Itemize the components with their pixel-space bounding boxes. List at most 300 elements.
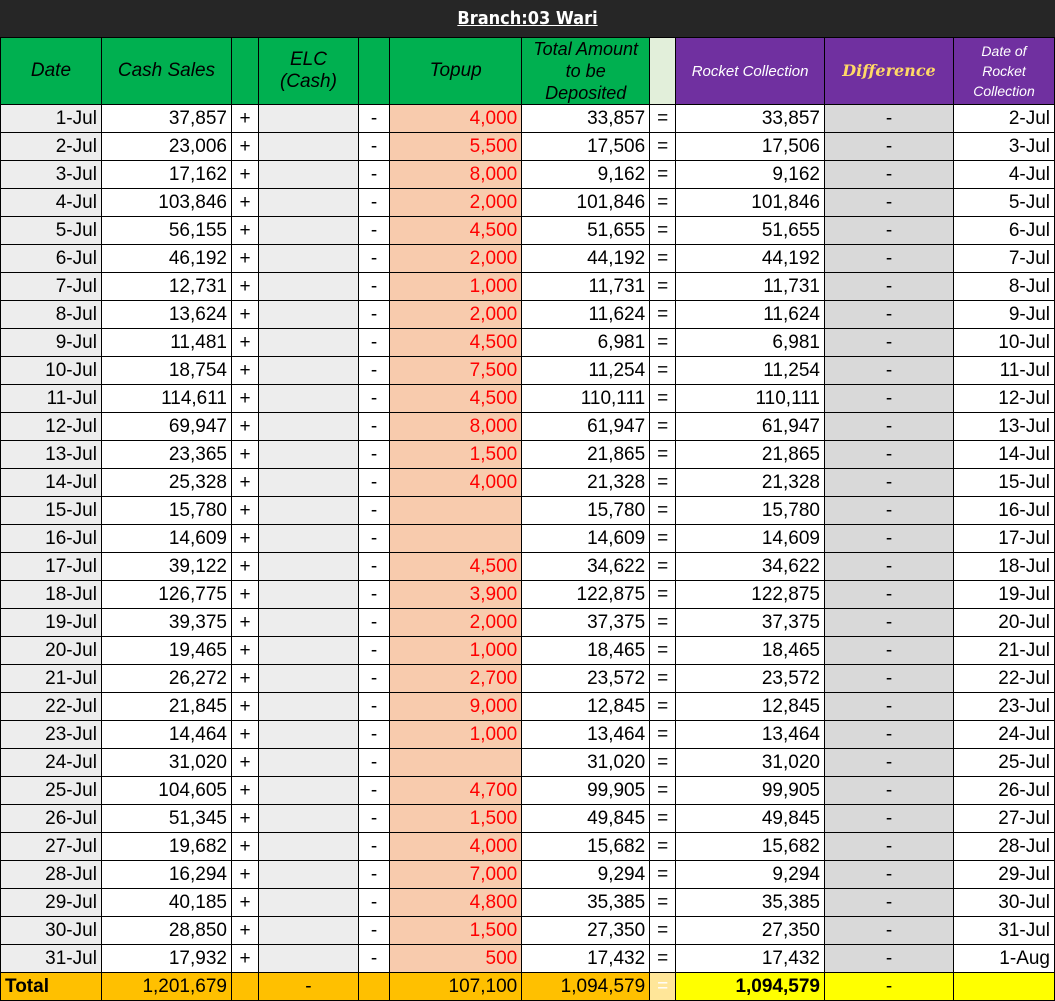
date-cell[interactable]: 22-Jul xyxy=(1,693,102,721)
topup-cell[interactable] xyxy=(390,497,522,525)
cash-sales-cell[interactable]: 31,020 xyxy=(101,749,231,777)
rocket-collection-cell[interactable]: 11,731 xyxy=(676,273,825,301)
elc-cell[interactable] xyxy=(259,805,359,833)
date-cell[interactable]: 2-Jul xyxy=(1,133,102,161)
difference-cell[interactable]: - xyxy=(824,693,953,721)
deposit-amount-cell[interactable]: 17,432 xyxy=(522,945,650,973)
rocket-collection-cell[interactable]: 9,294 xyxy=(676,861,825,889)
rocket-collection-cell[interactable]: 101,846 xyxy=(676,189,825,217)
topup-cell[interactable]: 4,500 xyxy=(390,329,522,357)
deposit-amount-cell[interactable]: 18,465 xyxy=(522,637,650,665)
equals-sign[interactable]: = xyxy=(650,581,676,609)
cash-sales-cell[interactable]: 23,365 xyxy=(101,441,231,469)
rocket-collection-cell[interactable]: 122,875 xyxy=(676,581,825,609)
rocket-date-cell[interactable]: 1-Aug xyxy=(953,945,1054,973)
date-cell[interactable]: 29-Jul xyxy=(1,889,102,917)
difference-cell[interactable]: - xyxy=(824,637,953,665)
plus-sign[interactable]: + xyxy=(231,441,258,469)
plus-sign[interactable]: + xyxy=(231,581,258,609)
date-cell[interactable]: 25-Jul xyxy=(1,777,102,805)
elc-cell[interactable] xyxy=(259,105,359,133)
rocket-collection-cell[interactable]: 99,905 xyxy=(676,777,825,805)
rocket-date-cell[interactable]: 17-Jul xyxy=(953,525,1054,553)
rocket-date-cell[interactable]: 4-Jul xyxy=(953,161,1054,189)
date-cell[interactable]: 18-Jul xyxy=(1,581,102,609)
rocket-collection-cell[interactable]: 33,857 xyxy=(676,105,825,133)
difference-cell[interactable]: - xyxy=(824,805,953,833)
date-cell[interactable]: 5-Jul xyxy=(1,217,102,245)
equals-sign[interactable]: = xyxy=(650,189,676,217)
minus-sign[interactable]: - xyxy=(358,721,389,749)
total-difference[interactable]: - xyxy=(824,973,953,1001)
difference-cell[interactable]: - xyxy=(824,301,953,329)
date-cell[interactable]: 19-Jul xyxy=(1,609,102,637)
rocket-collection-cell[interactable]: 21,328 xyxy=(676,469,825,497)
topup-cell[interactable]: 1,000 xyxy=(390,273,522,301)
equals-sign[interactable]: = xyxy=(650,161,676,189)
topup-cell[interactable] xyxy=(390,749,522,777)
topup-cell[interactable]: 8,000 xyxy=(390,413,522,441)
rocket-collection-cell[interactable]: 17,506 xyxy=(676,133,825,161)
date-cell[interactable]: 16-Jul xyxy=(1,525,102,553)
elc-cell[interactable] xyxy=(259,609,359,637)
minus-sign[interactable]: - xyxy=(358,665,389,693)
deposit-amount-cell[interactable]: 34,622 xyxy=(522,553,650,581)
topup-cell[interactable]: 2,000 xyxy=(390,245,522,273)
rocket-date-cell[interactable]: 11-Jul xyxy=(953,357,1054,385)
rocket-collection-cell[interactable]: 11,624 xyxy=(676,301,825,329)
date-cell[interactable]: 14-Jul xyxy=(1,469,102,497)
equals-sign[interactable]: = xyxy=(650,525,676,553)
difference-cell[interactable]: - xyxy=(824,665,953,693)
rocket-date-cell[interactable]: 7-Jul xyxy=(953,245,1054,273)
cash-sales-cell[interactable]: 40,185 xyxy=(101,889,231,917)
deposit-amount-cell[interactable]: 61,947 xyxy=(522,413,650,441)
minus-sign[interactable]: - xyxy=(358,693,389,721)
cash-sales-cell[interactable]: 16,294 xyxy=(101,861,231,889)
equals-sign[interactable]: = xyxy=(650,665,676,693)
total-deposit[interactable]: 1,094,579 xyxy=(522,973,650,1001)
topup-cell[interactable] xyxy=(390,525,522,553)
plus-sign[interactable]: + xyxy=(231,525,258,553)
cash-sales-cell[interactable]: 17,932 xyxy=(101,945,231,973)
rocket-collection-cell[interactable]: 14,609 xyxy=(676,525,825,553)
total-equals-cell[interactable]: = xyxy=(650,973,676,1001)
deposit-amount-cell[interactable]: 14,609 xyxy=(522,525,650,553)
header-plus-col[interactable] xyxy=(231,38,258,105)
header-rocket-collection[interactable]: Rocket Collection xyxy=(676,38,825,105)
total-plus-cell[interactable] xyxy=(231,973,258,1001)
plus-sign[interactable]: + xyxy=(231,637,258,665)
date-cell[interactable]: 17-Jul xyxy=(1,553,102,581)
rocket-date-cell[interactable]: 12-Jul xyxy=(953,385,1054,413)
deposit-amount-cell[interactable]: 21,328 xyxy=(522,469,650,497)
difference-cell[interactable]: - xyxy=(824,833,953,861)
header-total-deposit[interactable]: Total Amount to be Deposited xyxy=(522,38,650,105)
rocket-date-cell[interactable]: 13-Jul xyxy=(953,413,1054,441)
equals-sign[interactable]: = xyxy=(650,833,676,861)
rocket-date-cell[interactable]: 29-Jul xyxy=(953,861,1054,889)
date-cell[interactable]: 15-Jul xyxy=(1,497,102,525)
minus-sign[interactable]: - xyxy=(358,161,389,189)
equals-sign[interactable]: = xyxy=(650,721,676,749)
plus-sign[interactable]: + xyxy=(231,553,258,581)
cash-sales-cell[interactable]: 25,328 xyxy=(101,469,231,497)
minus-sign[interactable]: - xyxy=(358,133,389,161)
topup-cell[interactable]: 4,500 xyxy=(390,385,522,413)
rocket-collection-cell[interactable]: 11,254 xyxy=(676,357,825,385)
difference-cell[interactable]: - xyxy=(824,609,953,637)
rocket-date-cell[interactable]: 3-Jul xyxy=(953,133,1054,161)
difference-cell[interactable]: - xyxy=(824,161,953,189)
date-cell[interactable]: 10-Jul xyxy=(1,357,102,385)
rocket-collection-cell[interactable]: 49,845 xyxy=(676,805,825,833)
rocket-collection-cell[interactable]: 15,682 xyxy=(676,833,825,861)
cash-sales-cell[interactable]: 37,857 xyxy=(101,105,231,133)
topup-cell[interactable]: 2,000 xyxy=(390,301,522,329)
deposit-amount-cell[interactable]: 12,845 xyxy=(522,693,650,721)
topup-cell[interactable]: 8,000 xyxy=(390,161,522,189)
topup-cell[interactable]: 3,900 xyxy=(390,581,522,609)
elc-cell[interactable] xyxy=(259,693,359,721)
equals-sign[interactable]: = xyxy=(650,945,676,973)
rocket-date-cell[interactable]: 23-Jul xyxy=(953,693,1054,721)
topup-cell[interactable]: 1,500 xyxy=(390,805,522,833)
date-cell[interactable]: 7-Jul xyxy=(1,273,102,301)
rocket-collection-cell[interactable]: 31,020 xyxy=(676,749,825,777)
date-cell[interactable]: 21-Jul xyxy=(1,665,102,693)
difference-cell[interactable]: - xyxy=(824,749,953,777)
plus-sign[interactable]: + xyxy=(231,245,258,273)
deposit-amount-cell[interactable]: 122,875 xyxy=(522,581,650,609)
minus-sign[interactable]: - xyxy=(358,217,389,245)
rocket-date-cell[interactable]: 14-Jul xyxy=(953,441,1054,469)
date-cell[interactable]: 27-Jul xyxy=(1,833,102,861)
elc-cell[interactable] xyxy=(259,217,359,245)
rocket-collection-cell[interactable]: 110,111 xyxy=(676,385,825,413)
difference-cell[interactable]: - xyxy=(824,553,953,581)
rocket-date-cell[interactable]: 19-Jul xyxy=(953,581,1054,609)
date-cell[interactable]: 3-Jul xyxy=(1,161,102,189)
total-label[interactable]: Total xyxy=(1,973,102,1001)
deposit-amount-cell[interactable]: 49,845 xyxy=(522,805,650,833)
difference-cell[interactable]: - xyxy=(824,105,953,133)
equals-sign[interactable]: = xyxy=(650,693,676,721)
total-rocket-date[interactable] xyxy=(953,973,1054,1001)
deposit-amount-cell[interactable]: 6,981 xyxy=(522,329,650,357)
plus-sign[interactable]: + xyxy=(231,861,258,889)
elc-cell[interactable] xyxy=(259,301,359,329)
deposit-amount-cell[interactable]: 37,375 xyxy=(522,609,650,637)
equals-sign[interactable]: = xyxy=(650,777,676,805)
rocket-date-cell[interactable]: 16-Jul xyxy=(953,497,1054,525)
equals-sign[interactable]: = xyxy=(650,805,676,833)
plus-sign[interactable]: + xyxy=(231,329,258,357)
deposit-amount-cell[interactable]: 21,865 xyxy=(522,441,650,469)
elc-cell[interactable] xyxy=(259,889,359,917)
date-cell[interactable]: 23-Jul xyxy=(1,721,102,749)
date-cell[interactable]: 6-Jul xyxy=(1,245,102,273)
minus-sign[interactable]: - xyxy=(358,553,389,581)
cash-sales-cell[interactable]: 39,375 xyxy=(101,609,231,637)
minus-sign[interactable]: - xyxy=(358,917,389,945)
elc-cell[interactable] xyxy=(259,357,359,385)
deposit-amount-cell[interactable]: 9,162 xyxy=(522,161,650,189)
deposit-amount-cell[interactable]: 99,905 xyxy=(522,777,650,805)
minus-sign[interactable]: - xyxy=(358,525,389,553)
topup-cell[interactable]: 7,000 xyxy=(390,861,522,889)
cash-sales-cell[interactable]: 114,611 xyxy=(101,385,231,413)
header-topup[interactable]: Topup xyxy=(390,38,522,105)
equals-sign[interactable]: = xyxy=(650,889,676,917)
minus-sign[interactable]: - xyxy=(358,469,389,497)
deposit-amount-cell[interactable]: 11,254 xyxy=(522,357,650,385)
plus-sign[interactable]: + xyxy=(231,385,258,413)
rocket-date-cell[interactable]: 31-Jul xyxy=(953,917,1054,945)
equals-sign[interactable]: = xyxy=(650,861,676,889)
plus-sign[interactable]: + xyxy=(231,189,258,217)
topup-cell[interactable]: 4,500 xyxy=(390,553,522,581)
elc-cell[interactable] xyxy=(259,441,359,469)
cash-sales-cell[interactable]: 19,465 xyxy=(101,637,231,665)
difference-cell[interactable]: - xyxy=(824,189,953,217)
difference-cell[interactable]: - xyxy=(824,217,953,245)
minus-sign[interactable]: - xyxy=(358,749,389,777)
deposit-amount-cell[interactable]: 31,020 xyxy=(522,749,650,777)
difference-cell[interactable]: - xyxy=(824,441,953,469)
difference-cell[interactable]: - xyxy=(824,861,953,889)
rocket-collection-cell[interactable]: 12,845 xyxy=(676,693,825,721)
header-cash-sales[interactable]: Cash Sales xyxy=(101,38,231,105)
date-cell[interactable]: 31-Jul xyxy=(1,945,102,973)
deposit-amount-cell[interactable]: 23,572 xyxy=(522,665,650,693)
minus-sign[interactable]: - xyxy=(358,245,389,273)
elc-cell[interactable] xyxy=(259,777,359,805)
topup-cell[interactable]: 1,500 xyxy=(390,441,522,469)
header-equals-col[interactable] xyxy=(650,38,676,105)
minus-sign[interactable]: - xyxy=(358,945,389,973)
difference-cell[interactable]: - xyxy=(824,357,953,385)
minus-sign[interactable]: - xyxy=(358,357,389,385)
minus-sign[interactable]: - xyxy=(358,441,389,469)
deposit-amount-cell[interactable]: 33,857 xyxy=(522,105,650,133)
rocket-date-cell[interactable]: 26-Jul xyxy=(953,777,1054,805)
rocket-collection-cell[interactable]: 27,350 xyxy=(676,917,825,945)
cash-sales-cell[interactable]: 69,947 xyxy=(101,413,231,441)
topup-cell[interactable]: 1,000 xyxy=(390,721,522,749)
rocket-collection-cell[interactable]: 13,464 xyxy=(676,721,825,749)
deposit-amount-cell[interactable]: 110,111 xyxy=(522,385,650,413)
elc-cell[interactable] xyxy=(259,665,359,693)
plus-sign[interactable]: + xyxy=(231,609,258,637)
equals-sign[interactable]: = xyxy=(650,497,676,525)
deposit-amount-cell[interactable]: 11,731 xyxy=(522,273,650,301)
equals-sign[interactable]: = xyxy=(650,245,676,273)
minus-sign[interactable]: - xyxy=(358,889,389,917)
minus-sign[interactable]: - xyxy=(358,777,389,805)
equals-sign[interactable]: = xyxy=(650,385,676,413)
rocket-collection-cell[interactable]: 9,162 xyxy=(676,161,825,189)
rocket-collection-cell[interactable]: 34,622 xyxy=(676,553,825,581)
rocket-collection-cell[interactable]: 21,865 xyxy=(676,441,825,469)
deposit-amount-cell[interactable]: 35,385 xyxy=(522,889,650,917)
date-cell[interactable]: 8-Jul xyxy=(1,301,102,329)
plus-sign[interactable]: + xyxy=(231,777,258,805)
deposit-amount-cell[interactable]: 101,846 xyxy=(522,189,650,217)
plus-sign[interactable]: + xyxy=(231,497,258,525)
equals-sign[interactable]: = xyxy=(650,917,676,945)
rocket-collection-cell[interactable]: 51,655 xyxy=(676,217,825,245)
minus-sign[interactable]: - xyxy=(358,301,389,329)
cash-sales-cell[interactable]: 17,162 xyxy=(101,161,231,189)
cash-sales-cell[interactable]: 12,731 xyxy=(101,273,231,301)
rocket-date-cell[interactable]: 28-Jul xyxy=(953,833,1054,861)
plus-sign[interactable]: + xyxy=(231,105,258,133)
total-cash-sales[interactable]: 1,201,679 xyxy=(101,973,231,1001)
header-difference[interactable]: Difference xyxy=(824,38,953,105)
equals-sign[interactable]: = xyxy=(650,413,676,441)
plus-sign[interactable]: + xyxy=(231,413,258,441)
cash-sales-cell[interactable]: 104,605 xyxy=(101,777,231,805)
rocket-date-cell[interactable]: 5-Jul xyxy=(953,189,1054,217)
minus-sign[interactable]: - xyxy=(358,609,389,637)
cash-sales-cell[interactable]: 56,155 xyxy=(101,217,231,245)
difference-cell[interactable]: - xyxy=(824,413,953,441)
topup-cell[interactable]: 4,000 xyxy=(390,833,522,861)
equals-sign[interactable]: = xyxy=(650,357,676,385)
difference-cell[interactable]: - xyxy=(824,525,953,553)
difference-cell[interactable]: - xyxy=(824,273,953,301)
elc-cell[interactable] xyxy=(259,385,359,413)
elc-cell[interactable] xyxy=(259,553,359,581)
rocket-date-cell[interactable]: 25-Jul xyxy=(953,749,1054,777)
cash-sales-cell[interactable]: 13,624 xyxy=(101,301,231,329)
minus-sign[interactable]: - xyxy=(358,497,389,525)
plus-sign[interactable]: + xyxy=(231,833,258,861)
plus-sign[interactable]: + xyxy=(231,357,258,385)
deposit-amount-cell[interactable]: 11,624 xyxy=(522,301,650,329)
deposit-amount-cell[interactable]: 51,655 xyxy=(522,217,650,245)
plus-sign[interactable]: + xyxy=(231,161,258,189)
elc-cell[interactable] xyxy=(259,833,359,861)
elc-cell[interactable] xyxy=(259,861,359,889)
difference-cell[interactable]: - xyxy=(824,777,953,805)
cash-sales-cell[interactable]: 14,464 xyxy=(101,721,231,749)
plus-sign[interactable]: + xyxy=(231,693,258,721)
difference-cell[interactable]: - xyxy=(824,497,953,525)
elc-cell[interactable] xyxy=(259,637,359,665)
elc-cell[interactable] xyxy=(259,497,359,525)
plus-sign[interactable]: + xyxy=(231,133,258,161)
difference-cell[interactable]: - xyxy=(824,469,953,497)
minus-sign[interactable]: - xyxy=(358,833,389,861)
cash-sales-cell[interactable]: 23,006 xyxy=(101,133,231,161)
equals-sign[interactable]: = xyxy=(650,217,676,245)
equals-sign[interactable]: = xyxy=(650,329,676,357)
rocket-collection-cell[interactable]: 61,947 xyxy=(676,413,825,441)
plus-sign[interactable]: + xyxy=(231,749,258,777)
minus-sign[interactable]: - xyxy=(358,581,389,609)
topup-cell[interactable]: 2,000 xyxy=(390,189,522,217)
total-topup[interactable]: 107,100 xyxy=(390,973,522,1001)
minus-sign[interactable]: - xyxy=(358,105,389,133)
rocket-date-cell[interactable]: 24-Jul xyxy=(953,721,1054,749)
header-rocket-date[interactable]: Date of Rocket Collection xyxy=(953,38,1054,105)
minus-sign[interactable]: - xyxy=(358,189,389,217)
difference-cell[interactable]: - xyxy=(824,385,953,413)
topup-cell[interactable]: 4,000 xyxy=(390,105,522,133)
rocket-collection-cell[interactable]: 37,375 xyxy=(676,609,825,637)
elc-cell[interactable] xyxy=(259,749,359,777)
cash-sales-cell[interactable]: 46,192 xyxy=(101,245,231,273)
cash-sales-cell[interactable]: 28,850 xyxy=(101,917,231,945)
rocket-collection-cell[interactable]: 17,432 xyxy=(676,945,825,973)
rocket-date-cell[interactable]: 8-Jul xyxy=(953,273,1054,301)
plus-sign[interactable]: + xyxy=(231,469,258,497)
topup-cell[interactable]: 2,000 xyxy=(390,609,522,637)
elc-cell[interactable] xyxy=(259,329,359,357)
topup-cell[interactable]: 7,500 xyxy=(390,357,522,385)
difference-cell[interactable]: - xyxy=(824,889,953,917)
difference-cell[interactable]: - xyxy=(824,917,953,945)
equals-sign[interactable]: = xyxy=(650,105,676,133)
equals-sign[interactable]: = xyxy=(650,637,676,665)
elc-cell[interactable] xyxy=(259,245,359,273)
elc-cell[interactable] xyxy=(259,917,359,945)
rocket-collection-cell[interactable]: 35,385 xyxy=(676,889,825,917)
topup-cell[interactable]: 1,000 xyxy=(390,637,522,665)
date-cell[interactable]: 12-Jul xyxy=(1,413,102,441)
plus-sign[interactable]: + xyxy=(231,301,258,329)
elc-cell[interactable] xyxy=(259,133,359,161)
minus-sign[interactable]: - xyxy=(358,329,389,357)
topup-cell[interactable]: 5,500 xyxy=(390,133,522,161)
date-cell[interactable]: 30-Jul xyxy=(1,917,102,945)
rocket-date-cell[interactable]: 18-Jul xyxy=(953,553,1054,581)
cash-sales-cell[interactable]: 51,345 xyxy=(101,805,231,833)
minus-sign[interactable]: - xyxy=(358,861,389,889)
cash-sales-cell[interactable]: 18,754 xyxy=(101,357,231,385)
elc-cell[interactable] xyxy=(259,273,359,301)
elc-cell[interactable] xyxy=(259,721,359,749)
cash-sales-cell[interactable]: 21,845 xyxy=(101,693,231,721)
minus-sign[interactable]: - xyxy=(358,805,389,833)
rocket-collection-cell[interactable]: 6,981 xyxy=(676,329,825,357)
equals-sign[interactable]: = xyxy=(650,749,676,777)
date-cell[interactable]: 11-Jul xyxy=(1,385,102,413)
date-cell[interactable]: 26-Jul xyxy=(1,805,102,833)
minus-sign[interactable]: - xyxy=(358,413,389,441)
plus-sign[interactable]: + xyxy=(231,721,258,749)
rocket-date-cell[interactable]: 30-Jul xyxy=(953,889,1054,917)
cash-sales-cell[interactable]: 126,775 xyxy=(101,581,231,609)
plus-sign[interactable]: + xyxy=(231,805,258,833)
header-date[interactable]: Date xyxy=(1,38,102,105)
date-cell[interactable]: 24-Jul xyxy=(1,749,102,777)
rocket-collection-cell[interactable]: 18,465 xyxy=(676,637,825,665)
rocket-date-cell[interactable]: 21-Jul xyxy=(953,637,1054,665)
topup-cell[interactable]: 4,700 xyxy=(390,777,522,805)
minus-sign[interactable]: - xyxy=(358,637,389,665)
cash-sales-cell[interactable]: 103,846 xyxy=(101,189,231,217)
cash-sales-cell[interactable]: 15,780 xyxy=(101,497,231,525)
topup-cell[interactable]: 4,000 xyxy=(390,469,522,497)
cash-sales-cell[interactable]: 26,272 xyxy=(101,665,231,693)
deposit-amount-cell[interactable]: 17,506 xyxy=(522,133,650,161)
rocket-date-cell[interactable]: 20-Jul xyxy=(953,609,1054,637)
rocket-date-cell[interactable]: 27-Jul xyxy=(953,805,1054,833)
difference-cell[interactable]: - xyxy=(824,581,953,609)
